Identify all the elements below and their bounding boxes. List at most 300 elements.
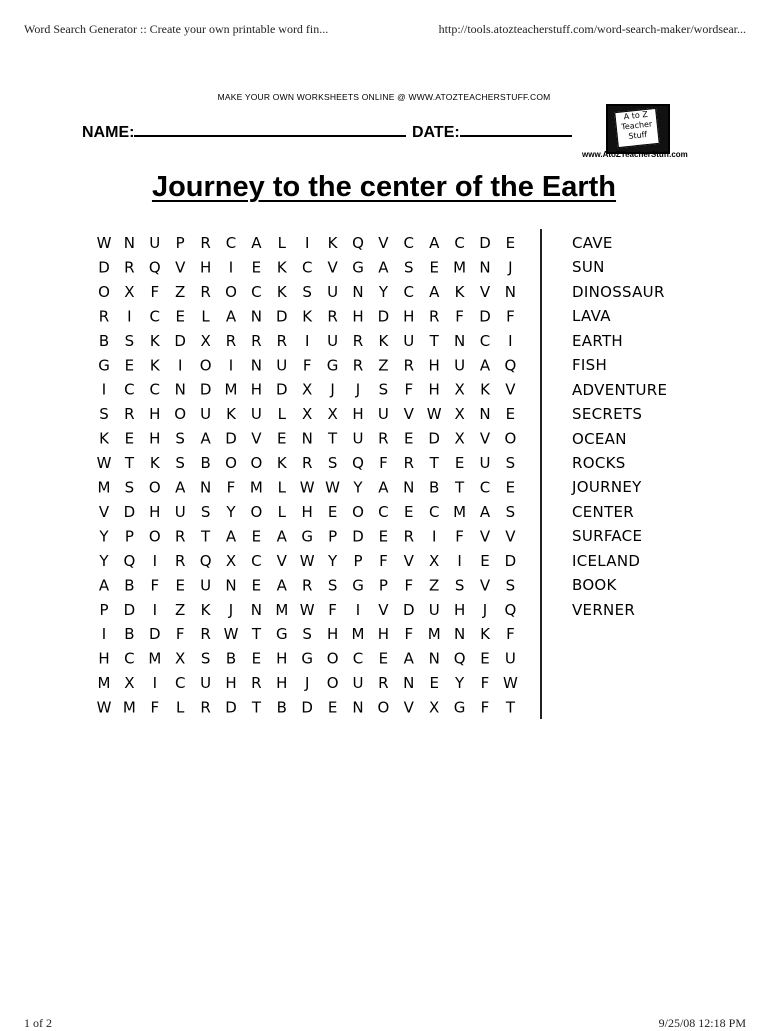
grid-letter: S — [175, 454, 185, 472]
grid-letter: T — [455, 478, 465, 497]
grid-letter: S — [404, 258, 414, 277]
grid-letter: E — [251, 649, 262, 668]
grid-letter: E — [327, 698, 338, 717]
grid-letter: I — [127, 307, 132, 326]
grid-row — [102, 381, 516, 399]
grid-letter: E — [124, 356, 135, 375]
grid-letter: J — [228, 600, 234, 619]
grid-letter: S — [505, 576, 516, 595]
grid-letter: D — [504, 551, 517, 570]
grid-letter: F — [480, 674, 490, 693]
grid-letter: Q — [199, 551, 212, 570]
grid-letter: Q — [453, 649, 466, 668]
grid-letter: R — [378, 674, 389, 693]
grid-letter: Q — [352, 454, 364, 472]
grid-letter: H — [276, 649, 288, 668]
banner-text: MAKE YOUR OWN WORKSHEETS ONLINE @ WWW.ATOZTEACHERSTUFF.COM — [217, 92, 551, 102]
grid-letter: R — [428, 307, 440, 326]
grid-letter: T — [429, 331, 439, 350]
word-list-item: ADVENTURE — [572, 380, 668, 399]
grid-letter: E — [480, 649, 490, 668]
grid-row — [97, 234, 516, 252]
grid-letter: I — [228, 356, 234, 375]
grid-letter: K — [454, 282, 465, 301]
grid-letter: N — [479, 405, 491, 424]
grid-letter: Z — [378, 356, 389, 375]
grid-letter: G — [326, 356, 339, 375]
grid-letter: L — [277, 234, 286, 252]
grid-letter: W — [502, 674, 518, 693]
grid-letter: B — [276, 698, 287, 717]
grid-letter: R — [174, 527, 186, 546]
grid-letter: M — [351, 625, 365, 644]
grid-letter: S — [505, 503, 516, 521]
word-list-item: BOOK — [572, 576, 617, 595]
grid-letter: T — [201, 527, 211, 546]
grid-letter: S — [454, 576, 465, 595]
grid-letter: H — [250, 380, 263, 399]
grid-letter: E — [429, 258, 439, 277]
grid-letter: O — [326, 649, 339, 668]
grid-letter: O — [250, 454, 263, 472]
grid-letter: K — [327, 234, 338, 252]
grid-row — [98, 674, 518, 692]
grid-letter: R — [403, 527, 415, 546]
grid-letter: D — [98, 258, 110, 277]
grid-letter: A — [98, 576, 110, 595]
grid-letter: D — [123, 503, 136, 521]
grid-letter: W — [96, 234, 112, 252]
grid-letter: T — [505, 698, 515, 717]
word-list-item: SECRETS — [572, 405, 643, 424]
grid-letter: M — [122, 698, 136, 717]
grid-letter: M — [453, 503, 467, 521]
grid-letter: C — [251, 551, 262, 570]
word-list-item: ROCKS — [572, 453, 626, 472]
grid-letter: T — [251, 698, 261, 717]
grid-letter: N — [504, 282, 517, 301]
grid-letter: I — [431, 527, 437, 546]
grid-letter: Y — [99, 551, 109, 570]
grid-letter: N — [250, 307, 263, 326]
grid-letter: S — [378, 380, 389, 399]
name-label: NAME: — [82, 124, 135, 141]
grid-letter: G — [352, 258, 364, 277]
grid-letter: F — [506, 307, 515, 326]
grid-letter: Y — [226, 503, 236, 521]
grid-letter: V — [479, 282, 491, 301]
grid-letter: S — [200, 503, 211, 521]
grid-letter: B — [200, 454, 211, 472]
grid-letter: I — [177, 356, 183, 375]
grid-letter: X — [302, 405, 313, 424]
grid-letter: V — [98, 503, 110, 521]
grid-letter: A — [251, 234, 262, 252]
grid-letter: F — [404, 380, 414, 399]
grid-letter: N — [199, 478, 212, 497]
grid-letter: C — [124, 380, 135, 399]
grid-letter: S — [175, 429, 185, 448]
grid-letter: V — [403, 551, 414, 570]
grid-letter: U — [276, 356, 288, 375]
grid-letter: Z — [175, 282, 186, 301]
grid-letter: C — [124, 649, 135, 668]
grid-letter: Y — [353, 478, 363, 497]
grid-letter: B — [225, 649, 237, 668]
grid-letter: U — [327, 331, 339, 350]
grid-letter: R — [403, 356, 415, 375]
grid-letter: D — [225, 698, 237, 717]
grid-letter: H — [199, 258, 212, 277]
grid-letter: G — [98, 356, 110, 375]
grid-letter: N — [403, 478, 415, 497]
logo-line-1: A to Z — [623, 109, 649, 122]
grid-letter: Q — [148, 258, 161, 277]
word-list-item: OCEAN — [572, 429, 627, 448]
grid-letter: X — [327, 405, 338, 424]
grid-letter: V — [479, 527, 491, 546]
grid-letter: H — [149, 405, 161, 424]
grid-letter: W — [325, 478, 341, 497]
grid-letter: K — [149, 454, 160, 472]
grid-letter: O — [250, 503, 263, 521]
grid-letter: V — [327, 258, 338, 277]
grid-letter: J — [508, 258, 513, 277]
grid-letter: N — [250, 600, 263, 619]
grid-letter: O — [98, 282, 110, 301]
grid-letter: R — [276, 331, 288, 350]
grid-row — [98, 552, 516, 570]
grid-letter: H — [377, 625, 390, 644]
grid-letter: U — [479, 454, 491, 472]
grid-letter: A — [429, 282, 440, 301]
grid-letter: K — [149, 356, 160, 375]
grid-letter: U — [454, 356, 466, 375]
print-timestamp: 9/25/08 12:18 PM — [658, 1016, 746, 1030]
grid-letter: W — [96, 698, 112, 717]
logo-line-2: Teacher — [620, 119, 653, 132]
grid-letter: O — [504, 429, 517, 448]
grid-letter: U — [327, 282, 339, 301]
grid-letter: R — [200, 234, 211, 252]
grid-letter: L — [201, 307, 210, 326]
grid-letter: R — [200, 698, 211, 717]
grid-letter: E — [429, 674, 439, 693]
grid-row — [98, 283, 516, 301]
grid-letter: D — [123, 600, 136, 619]
word-list-item: EARTH — [572, 331, 624, 350]
grid-letter: W — [96, 454, 112, 472]
grid-letter: U — [403, 331, 415, 350]
grid-row — [97, 454, 516, 472]
grid-letter: I — [304, 234, 310, 252]
grid-letter: D — [225, 429, 237, 448]
grid-row — [98, 479, 516, 497]
grid-letter: K — [276, 258, 287, 277]
word-list-item: VERNER — [572, 600, 636, 619]
grid-letter: G — [352, 576, 364, 595]
grid-letter: N — [123, 234, 136, 252]
grid-letter: U — [200, 576, 212, 595]
grid-letter: T — [124, 454, 134, 472]
grid-letter: U — [428, 600, 440, 619]
grid-letter: M — [453, 258, 467, 277]
grid-letter: U — [200, 405, 212, 424]
grid-letter: A — [429, 234, 440, 252]
grid-letter: K — [226, 405, 236, 424]
grid-letter: V — [505, 527, 516, 546]
grid-letter: X — [225, 551, 237, 570]
grid-letter: P — [328, 527, 338, 546]
grid-letter: P — [99, 600, 109, 619]
grid-letter: O — [377, 698, 390, 717]
grid-letter: E — [175, 576, 185, 595]
grid-letter: A — [378, 258, 389, 277]
grid-letter: D — [149, 625, 161, 644]
grid-letter: N — [403, 674, 415, 693]
date-label: DATE: — [412, 124, 460, 141]
grid-letter: J — [355, 380, 361, 399]
grid-letter: Y — [378, 282, 388, 301]
grid-row — [99, 307, 515, 325]
grid-letter: X — [454, 429, 465, 448]
print-url: http://tools.atozteacherstuff.com/word-search-maker/wordsear... — [438, 22, 746, 36]
grid-letter: D — [377, 307, 390, 326]
grid-letter: D — [403, 600, 415, 619]
grid-letter: H — [428, 356, 440, 375]
grid-letter: Z — [175, 600, 186, 619]
grid-letter: A — [225, 527, 237, 546]
grid-letter: H — [428, 380, 440, 399]
grid-letter: R — [174, 551, 186, 570]
grid-letter: D — [276, 307, 288, 326]
grid-row — [99, 503, 515, 521]
grid-letter: S — [302, 282, 312, 301]
grid-letter: F — [455, 307, 464, 326]
grid-letter: E — [251, 576, 262, 595]
grid-letter: T — [429, 454, 439, 472]
grid-letter: C — [378, 503, 389, 521]
grid-letter: F — [379, 551, 388, 570]
grid-row — [99, 576, 515, 594]
grid-letter: W — [223, 625, 239, 644]
grid-letter: U — [352, 429, 364, 448]
grid-letter: N — [453, 331, 466, 350]
grid-letter: U — [377, 405, 389, 424]
grid-letter: A — [276, 576, 287, 595]
grid-letter: M — [148, 649, 162, 668]
grid-letter: H — [149, 503, 161, 521]
grid-letter: L — [277, 405, 286, 424]
grid-letter: K — [99, 429, 109, 448]
grid-letter: C — [479, 331, 491, 350]
grid-letter: K — [276, 282, 287, 301]
grid-letter: Q — [504, 600, 517, 619]
grid-letter: C — [352, 649, 364, 668]
grid-letter: F — [480, 698, 490, 717]
grid-letter: B — [429, 478, 440, 497]
grid-letter: H — [149, 429, 161, 448]
grid-letter: N — [352, 698, 364, 717]
grid-letter: O — [148, 527, 161, 546]
grid-letter: U — [250, 405, 262, 424]
grid-letter: N — [250, 356, 263, 375]
grid-letter: H — [403, 307, 415, 326]
grid-letter: V — [403, 698, 414, 717]
grid-letter: S — [505, 454, 516, 472]
grid-letter: D — [428, 429, 440, 448]
grid-letter: H — [352, 307, 364, 326]
grid-letter: V — [276, 551, 287, 570]
grid-letter: N — [174, 380, 186, 399]
grid-letter: F — [379, 454, 388, 472]
grid-letter: A — [403, 649, 414, 668]
grid-letter: P — [378, 576, 388, 595]
grid-letter: W — [426, 405, 442, 424]
grid-letter: C — [403, 282, 415, 301]
grid-letter: X — [175, 649, 186, 668]
grid-letter: M — [249, 478, 263, 497]
grid-letter: J — [304, 674, 310, 693]
grid-row — [98, 356, 516, 374]
grid-letter: I — [457, 551, 462, 570]
grid-letter: P — [124, 527, 134, 546]
grid-letter: G — [453, 698, 466, 717]
grid-letter: I — [228, 258, 234, 277]
grid-letter: G — [301, 527, 314, 546]
grid-letter: S — [99, 405, 109, 424]
grid-letter: W — [299, 600, 315, 619]
grid-letter: A — [200, 429, 211, 448]
grid-letter: F — [175, 625, 185, 644]
grid-letter: E — [378, 527, 389, 546]
grid-letter: C — [301, 258, 313, 277]
grid-letter: C — [149, 307, 161, 326]
grid-letter: Y — [99, 527, 109, 546]
grid-letter: E — [277, 429, 287, 448]
grid-letter: K — [480, 380, 490, 399]
print-page-number: 1 of 2 — [24, 1016, 52, 1030]
grid-letter: C — [454, 234, 465, 252]
grid-letter: E — [124, 429, 135, 448]
grid-divider — [540, 229, 542, 719]
grid-letter: I — [508, 331, 513, 350]
grid-letter: T — [328, 429, 338, 448]
grid-letter: I — [101, 625, 107, 644]
grid-letter: X — [200, 331, 211, 350]
grid-letter: I — [152, 600, 158, 619]
grid-letter: R — [352, 331, 364, 350]
grid-letter: L — [277, 478, 286, 497]
grid-letter: S — [327, 576, 338, 595]
grid-row — [99, 332, 513, 350]
grid-letter: H — [453, 600, 466, 619]
grid-letter: L — [176, 698, 185, 717]
grid-letter: J — [330, 380, 335, 399]
grid-row — [99, 430, 516, 448]
grid-letter: O — [148, 478, 161, 497]
grid-letter: R — [98, 307, 110, 326]
grid-letter: E — [505, 478, 516, 497]
grid-letter: C — [174, 674, 186, 693]
grid-letter: M — [97, 674, 111, 693]
grid-letter: E — [480, 551, 490, 570]
grid-letter: H — [276, 674, 288, 693]
grid-letter: U — [352, 674, 364, 693]
grid-letter: U — [149, 234, 161, 252]
grid-letter: K — [200, 600, 211, 619]
grid-row — [98, 527, 516, 545]
grid-letter: F — [150, 698, 160, 717]
grid-letter: D — [301, 698, 313, 717]
grid-letter: X — [429, 551, 440, 570]
page-title: Journey to the center of the Earth — [151, 171, 617, 203]
grid-letter: Z — [429, 576, 440, 595]
grid-letter: X — [124, 674, 135, 693]
grid-letter: V — [378, 234, 389, 252]
grid-letter: S — [200, 649, 211, 668]
grid-letter: O — [174, 405, 187, 424]
grid-letter: F — [506, 625, 515, 644]
grid-letter: F — [404, 625, 414, 644]
grid-letter: C — [428, 503, 440, 521]
word-list-item: LAVA — [572, 307, 611, 326]
grid-letter: H — [98, 649, 110, 668]
grid-letter: V — [403, 405, 414, 424]
grid-letter: W — [299, 551, 315, 570]
grid-letter: F — [328, 600, 337, 619]
grid-letter: V — [479, 429, 491, 448]
grid-row — [98, 258, 512, 276]
grid-letter: R — [251, 674, 262, 693]
grid-letter: E — [378, 649, 389, 668]
word-list-item: SURFACE — [572, 527, 643, 546]
grid-letter: G — [275, 625, 288, 644]
grid-letter: R — [200, 282, 211, 301]
word-list-item: CENTER — [572, 502, 635, 521]
grid-letter: N — [352, 282, 364, 301]
grid-letter: N — [301, 429, 313, 448]
grid-letter: A — [378, 478, 389, 497]
grid-letter: F — [404, 576, 414, 595]
grid-letter: N — [225, 576, 237, 595]
grid-letter: V — [505, 380, 516, 399]
word-list-item: DINOSSAUR — [572, 282, 665, 301]
word-list-item: SUN — [572, 258, 605, 277]
grid-letter: B — [124, 625, 135, 644]
grid-row — [98, 650, 516, 668]
grid-letter: X — [124, 282, 135, 301]
word-list-item: JOURNEY — [572, 478, 642, 497]
grid-letter: C — [225, 234, 237, 252]
grid-letter: Y — [455, 674, 465, 693]
grid-letter: E — [404, 429, 414, 448]
grid-letter: C — [251, 282, 262, 301]
grid-letter: X — [429, 698, 440, 717]
grid-letter: X — [302, 380, 313, 399]
grid-letter: D — [479, 234, 491, 252]
grid-letter: C — [149, 380, 161, 399]
grid-letter: M — [97, 478, 111, 497]
grid-letter: Q — [123, 551, 136, 570]
grid-letter: D — [352, 527, 364, 546]
grid-letter: D — [199, 380, 212, 399]
grid-letter: R — [378, 429, 389, 448]
grid-letter: K — [302, 307, 313, 326]
grid-letter: D — [479, 307, 491, 326]
grid-letter: N — [453, 625, 466, 644]
grid-letter: R — [301, 576, 313, 595]
